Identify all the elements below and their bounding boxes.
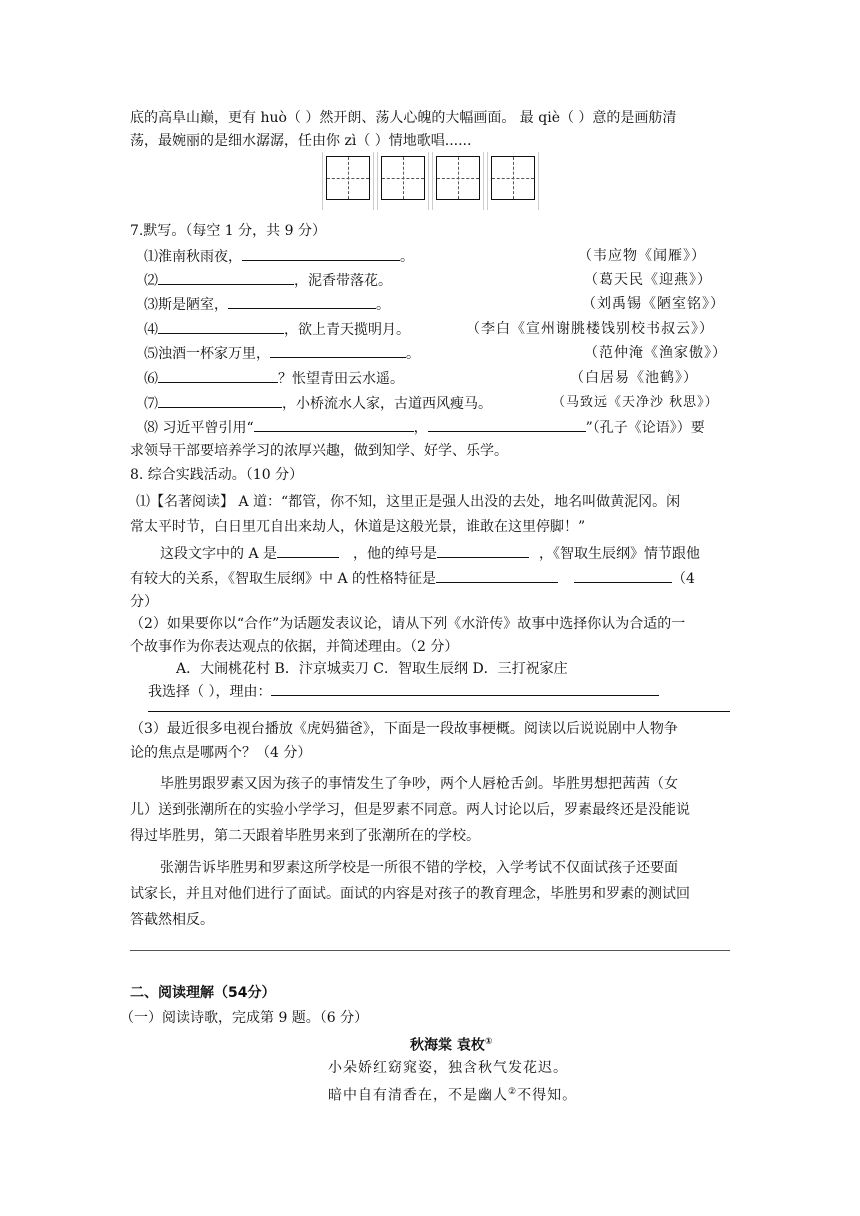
q7-title: 7.默写。（每空 1 分，共 9 分）	[130, 223, 326, 239]
story-para1-line1: 毕胜男跟罗素又因为孩子的事情发生了争吵，两个人唇枪舌剑。毕胜男想把茜茜（女	[160, 776, 678, 792]
q7-item-6: ⑹ ？怅望青田云水遥。	[144, 368, 404, 389]
q7-item-4: ⑷ ，欲上青天揽明月。	[144, 319, 410, 340]
character-grid	[322, 152, 540, 210]
q8-choose: 我选择（ ），理由：	[148, 681, 659, 702]
blank[interactable]	[277, 543, 339, 558]
grid-cell[interactable]	[326, 156, 370, 200]
q8-p1-line4: 有较大的关系，《智取生辰纲》中 A 的性格特征是 （4	[130, 568, 695, 589]
q7-item-8-line-2: 求领导干部要培养学习的浓厚兴趣，做到知学、好学、乐学。	[130, 443, 508, 459]
grid-cell[interactable]	[381, 156, 425, 200]
story-para2-line3: 答截然相反。	[130, 912, 214, 928]
blank[interactable]	[242, 246, 400, 261]
grid-cell[interactable]	[436, 156, 480, 200]
q8-p2-line1: （2）如果要你以“合作”为话题发表议论，请从下列《水浒传》故事中选择你认为合适的一	[130, 616, 686, 632]
answer-line[interactable]	[148, 711, 730, 712]
q8-p1-line5: 分）	[130, 594, 158, 610]
q7-item-5: ⑸浊酒一杯家万里， 。	[144, 343, 420, 364]
section2-title: 二、阅读理解（54分）	[130, 985, 276, 1001]
q7-item-2: ⑵ ，泥香带落花。	[144, 270, 392, 291]
section2-sub: （一）阅读诗歌，完成第 9 题。（6 分）	[120, 1010, 369, 1026]
q7-source-2: （葛天民《迎燕》）	[584, 272, 712, 288]
q8-options: A．大闹桃花村 B．汴京城卖刀 C．智取生辰纲 D．三打祝家庄	[176, 661, 568, 677]
q8-p3-line2: 论的焦点是哪两个？（4 分）	[130, 745, 312, 761]
blank[interactable]	[428, 417, 586, 432]
grid-cell[interactable]	[491, 156, 535, 200]
blank[interactable]	[158, 368, 278, 383]
q8-p1-line3: 这段文字中的 A 是 ，他的绰号是 ，《智取生辰纲》情节跟他	[160, 543, 700, 564]
q8-p1-line2: 常太平时节，白日里兀自出来劫人，休道是这般光景，谁敢在这里停脚！”	[130, 519, 586, 535]
poem-line-1: 小朵娇红窈窕姿，独含秋气发花迟。	[328, 1060, 568, 1076]
story-para2-line1: 张潮告诉毕胜男和罗素这所学校是一所很不错的学校，入学考试不仅面试孩子还要面	[160, 860, 678, 876]
blank[interactable]	[270, 343, 406, 358]
blank[interactable]	[228, 294, 376, 309]
q8-p3-line1: （3）最近很多电视台播放《虎妈猫爸》，下面是一段故事梗概。阅读以后说说剧中人物争	[130, 721, 678, 737]
blank[interactable]	[158, 319, 284, 334]
q7-item-3: ⑶斯是陋室， 。	[144, 294, 390, 315]
blank[interactable]	[158, 393, 282, 408]
poem-line-2: 暗中自有清香在，不是幽人②不得知。	[328, 1087, 578, 1104]
section-divider	[130, 950, 730, 951]
q7-source-3: （刘禹锡《陋室铭》）	[582, 296, 725, 312]
blank[interactable]	[254, 417, 414, 432]
q7-source-1: （韦应物《闻雁》）	[578, 248, 706, 264]
q7-source-7: （马致远《天净沙 秋思》）	[552, 395, 719, 410]
blank[interactable]	[437, 543, 529, 558]
reason-blank[interactable]	[271, 681, 659, 696]
story-para1-line3: 得过毕胜男，第二天跟着毕胜男来到了张潮所在的学校。	[130, 828, 480, 844]
q7-source-5: （范仲淹《渔家傲》）	[584, 345, 727, 361]
q7-item-8: ⑻ 习近平曾引用“ ， ”（孔子《论语》）要	[144, 417, 705, 438]
story-para1-line2: 儿）送到张潮所在的实验小学学习，但是罗素不同意。两人讨论以后，罗素最终还是没能说	[130, 802, 690, 818]
q7-item-1: ⑴淮南秋雨夜， 。	[144, 246, 414, 267]
blank[interactable]	[436, 568, 558, 583]
poem-title: 秋海棠 袁枚①	[410, 1037, 493, 1054]
q8-p1-line1: ⑴【名著阅读】 A 道：“都管，你不知，这里正是强人出没的去处，地名叫做黄泥冈。闲	[136, 494, 681, 510]
story-para2-line2: 试家长，并且对他们进行了面试。面试的内容是对孩子的教育理念，毕胜男和罗素的测试回	[130, 886, 690, 902]
q8-p2-line2: 个故事作为你表达观点的依据，并简述理由。（2 分）	[130, 639, 459, 655]
blank[interactable]	[574, 568, 672, 583]
q8-title: 8. 综合实践活动。（10 分）	[130, 467, 304, 483]
intro-line-2: 荡，最婉丽的是细水潺潺，任由你 zì（ ）情地歌唱......	[130, 133, 472, 149]
intro-line-1: 底的高阜山巅，更有 huò（ ）然开朗、荡人心魄的大幅画面。 最 qiè（ ）意的是画舫清	[130, 110, 677, 126]
q7-source-6: （白居易《池鹤》）	[570, 370, 698, 386]
q7-item-7: ⑺ ，小桥流水人家，古道西风瘦马。	[144, 393, 492, 414]
q7-source-4: （李白《宣州谢朓楼饯别校书叔云》）	[466, 321, 714, 337]
blank[interactable]	[158, 270, 294, 285]
